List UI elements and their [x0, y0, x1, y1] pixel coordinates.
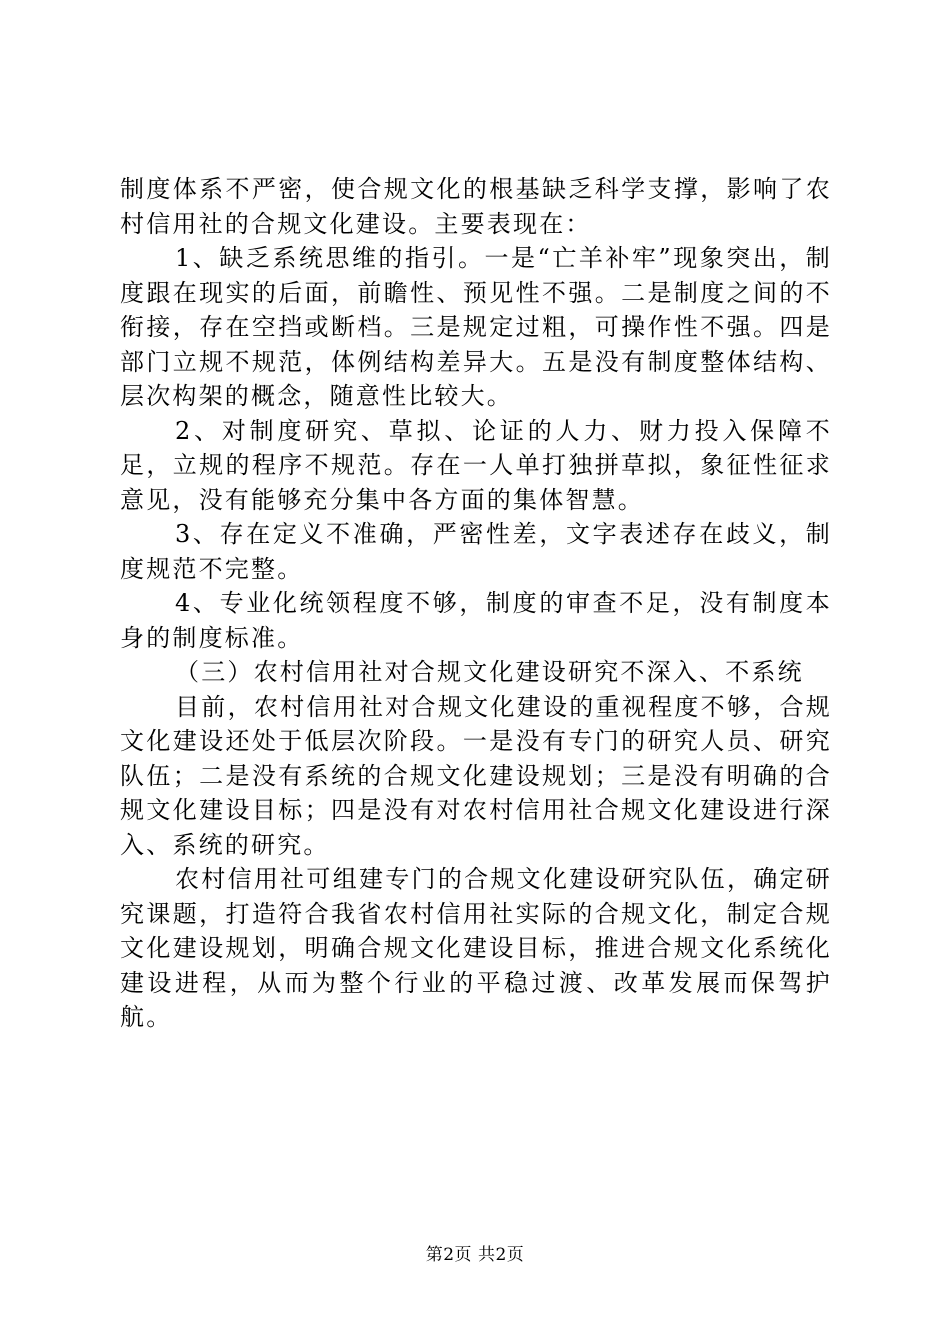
section-heading: （三）农村信用社对合规文化建设研究不深入、不系统 — [175, 658, 804, 686]
paragraph-item-4: 4、专业化统领程度不够，制度的审查不足，没有制度本身的制度标准。 — [120, 589, 832, 652]
paragraph-recommendation: 农村信用社可组建专门的合规文化建设研究队伍，确定研究课题，打造符合我省农村信用社实际的合规文化，制定合规文化建设规划，明确合规文化建设目标，推进合规文化系统化建设进程，从而为整个行业的平稳过渡、改革发展而保驾护航。 — [120, 865, 832, 1031]
paragraph-item-3: 3、存在定义不准确，严密性差，文字表述存在歧义，制度规范不完整。 — [120, 520, 832, 583]
document-body — [120, 172, 832, 1035]
paragraph-continuation: 制度体系不严密，使合规文化的根基缺乏科学支撑，影响了农村信用社的合规文化建设。主要表现在： — [120, 175, 832, 238]
page-footer: 第2页 共2页 — [425, 1245, 525, 1265]
paragraph-item-2: 2、对制度研究、草拟、论证的人力、财力投入保障不足，立规的程序不规范。存在一人单打独拼草拟，象征性征求意见，没有能够充分集中各方面的集体智慧。 — [120, 416, 832, 514]
paragraph-current-status: 目前，农村信用社对合规文化建设的重视程度不够，合规文化建设还处于低层次阶段。一是没有专门的研究人员、研究队伍；二是没有系统的合规文化建设规划；三是没有明确的合规文化建设目标；四是没有对农村信用社合规文化建设进行深入、系统的研究。 — [120, 692, 832, 859]
paragraph-item-1: 1、缺乏系统思维的指引。一是“亡羊补牢”现象突出，制度跟在现实的后面，前瞻性、预见性不强。二是制度之间的不衔接，存在空挡或断档。三是规定过粗，可操作性不强。四是部门立规不规范，体例结构差异大。五是没有制度整体结构、层次构架的概念，随意性比较大。 — [120, 244, 832, 410]
